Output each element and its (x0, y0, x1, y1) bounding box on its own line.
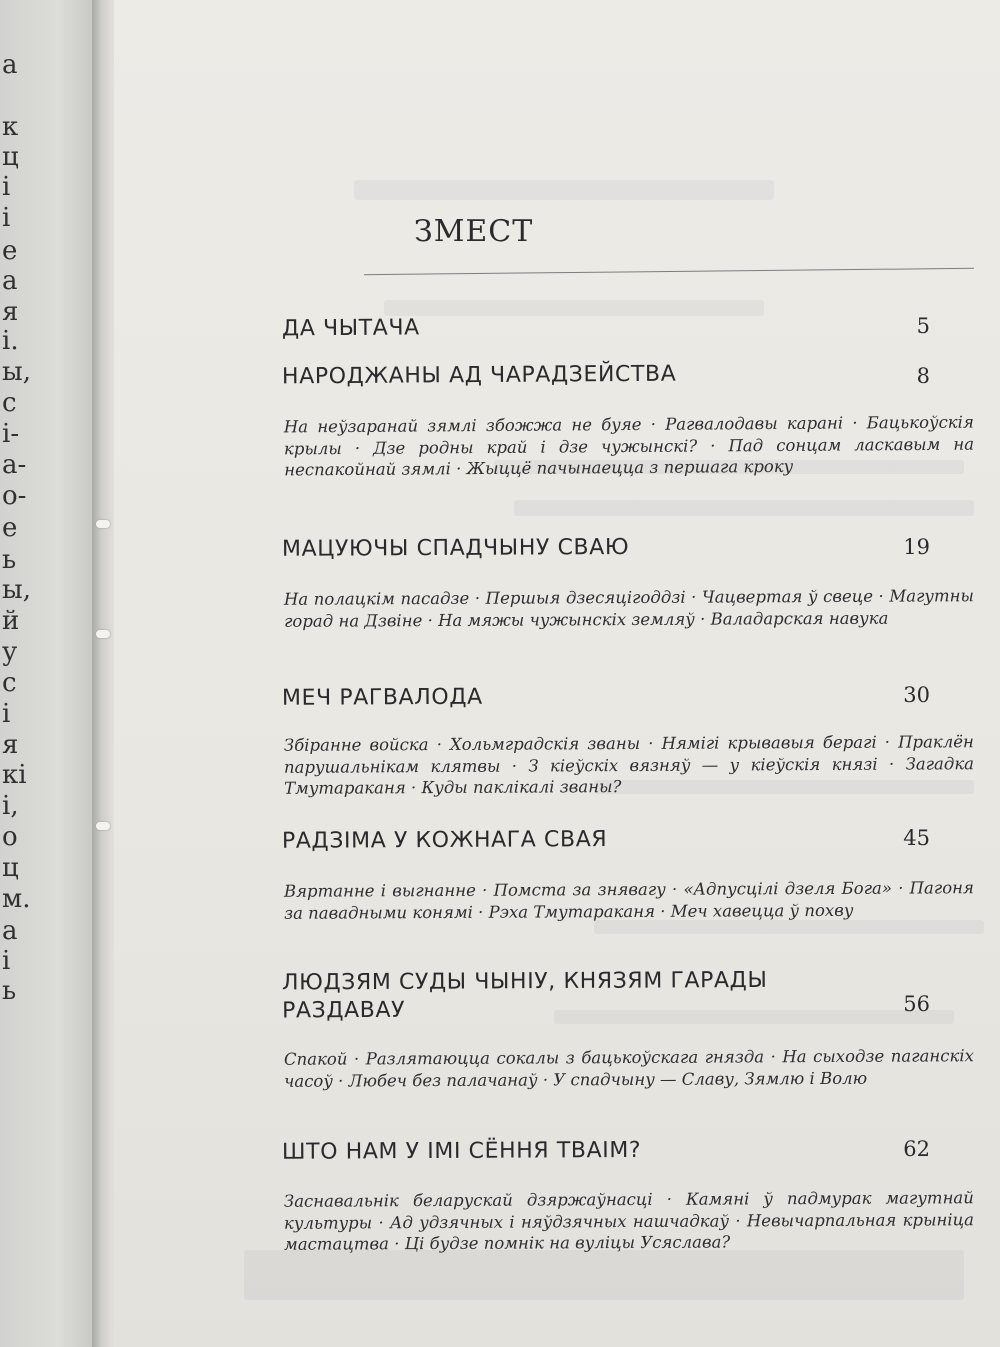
left-page-text-fragment: е (2, 236, 18, 266)
toc-entry-description: Заснавальнік беларускай дзяржаўнасці · Камяні ў падмурак магутнай культуры · Ад удзячных і няўдзячных нашчадкаў · Невычарпальная крыніца мастацтва · Ці будзе помнік на вуліцы Усяслава? (283, 1188, 975, 1254)
left-page-text-fragment: е (2, 513, 18, 543)
left-page-text-fragment: ц (2, 142, 19, 172)
toc-entry-page: 30 (903, 683, 930, 707)
toc-entry-heading: РАДЗІМА У КОЖНАГА СВАЯ (281, 827, 608, 854)
left-page-text-fragment: к (2, 112, 19, 142)
toc-entry-heading: ШТО НАМ У ІМІ СЁННЯ ТВАІМ? (281, 1137, 642, 1165)
toc-entry-page: 19 (903, 535, 930, 559)
left-page-text-fragment: ы, (2, 575, 31, 605)
toc-entry-description: На полацкім пасадзе · Першыя дзесяцігоддзі · Чацвертая ў свеце · Магутны горад на Дзвіне · На мяжы чужынскіх земляў · Валадарская навука (283, 586, 974, 631)
left-page-text-fragment: і, (2, 791, 19, 821)
toc-entry-heading: ЛЮДЗЯМ СУДЫ ЧЫНІУ, КНЯЗЯМ ГАРАДЫ РАЗДАВАУ (281, 967, 768, 1024)
left-page-text-fragment: а (2, 50, 18, 80)
toc-entry-description: Спакой · Разлятаюцца сокалы з бацькоўскага гнязда · На сыходзе паганскіх часоў · Любеч без палачанаў · У спадчыну — Славу, Зямлю і Волю (283, 1046, 974, 1091)
left-page-text-fragment: я (2, 730, 19, 760)
left-page-text-fragment: кі (2, 760, 27, 790)
binding-stitch (96, 630, 110, 638)
toc-entry-page: 5 (916, 314, 930, 338)
left-page-text-fragment: о (2, 822, 18, 852)
left-page-text-fragment: у (2, 637, 18, 667)
left-page-text-fragment: я (2, 297, 19, 327)
toc-entry-heading: НАРОДЖАНЫ АД ЧАРАДЗЕЙСТВА (281, 361, 677, 390)
toc-entry-description: На неўзаранай зямлі збожжа не буяе · Рагвалодавы карані · Бацькоўскія крылы · Дзе родны край і дзе чужынскі? · Пад сонцам ласкавым на неспакойнай зямлі · Жыццё пачынаецца з першага кроку (283, 412, 975, 480)
toc-entry-description: Вяртанне і выгнанне · Помста за знявагу · «Адпусцілі дзеля Бога» · Пагоня за павадными конямі · Рэха Тмутараканя · Меч хавецца ў похву (283, 878, 974, 923)
binding-stitch (96, 822, 110, 830)
book-gutter (92, 0, 114, 1347)
left-page-text-fragment: і (2, 203, 11, 233)
left-page-text-fragment: ц (2, 853, 19, 883)
left-page-text-fragment: с (2, 388, 17, 418)
left-page-text-fragment: і (2, 699, 11, 729)
previous-page-edge (0, 0, 98, 1347)
left-page-text-fragment: о- (2, 481, 27, 511)
binding-stitch (96, 520, 110, 528)
left-page-text-fragment: і- (2, 419, 20, 449)
toc-entry-heading: МЕЧ РАГВАЛОДА (281, 684, 483, 711)
left-page-text-fragment: а (2, 916, 18, 946)
left-page-text-fragment: а (2, 266, 18, 296)
left-page-text-fragment: ы, (2, 357, 31, 387)
toc-entry-heading: ДА ЧЫТАЧА (281, 315, 420, 342)
left-page-text-fragment: і (2, 946, 11, 976)
left-page-text-fragment: ь (2, 545, 17, 575)
toc-entry-page: 45 (903, 826, 930, 850)
toc-entry-heading: МАЦУЮЧЫ СПАДЧЫНУ СВАЮ (281, 534, 630, 562)
toc-entry-page: 62 (903, 1137, 930, 1161)
left-page-text-fragment: с (2, 668, 17, 698)
toc-entry-page: 8 (916, 364, 930, 388)
left-page-text-fragment: й (2, 606, 20, 636)
page-title: ЗМЕСТ (414, 214, 534, 249)
left-page-text-fragment: і (2, 172, 11, 202)
toc-entry-page: 56 (903, 992, 930, 1016)
toc-entry-description: Збіранне войска · Хольмградскія званы · Нямігі крывавыя берагі · Праклён парушальнікам клятвы · З кіеўскіх вязняў — у кіеўскія князі · Загадка Тмутараканя · Куды паклікалі званы? (283, 732, 975, 798)
left-page-text-fragment: ь (2, 976, 17, 1006)
left-page-text-fragment: і. (2, 326, 19, 356)
contents-page (114, 0, 1000, 1347)
left-page-text-fragment: а- (2, 450, 27, 480)
left-page-text-fragment: м. (2, 884, 31, 914)
title-divider (364, 268, 974, 275)
